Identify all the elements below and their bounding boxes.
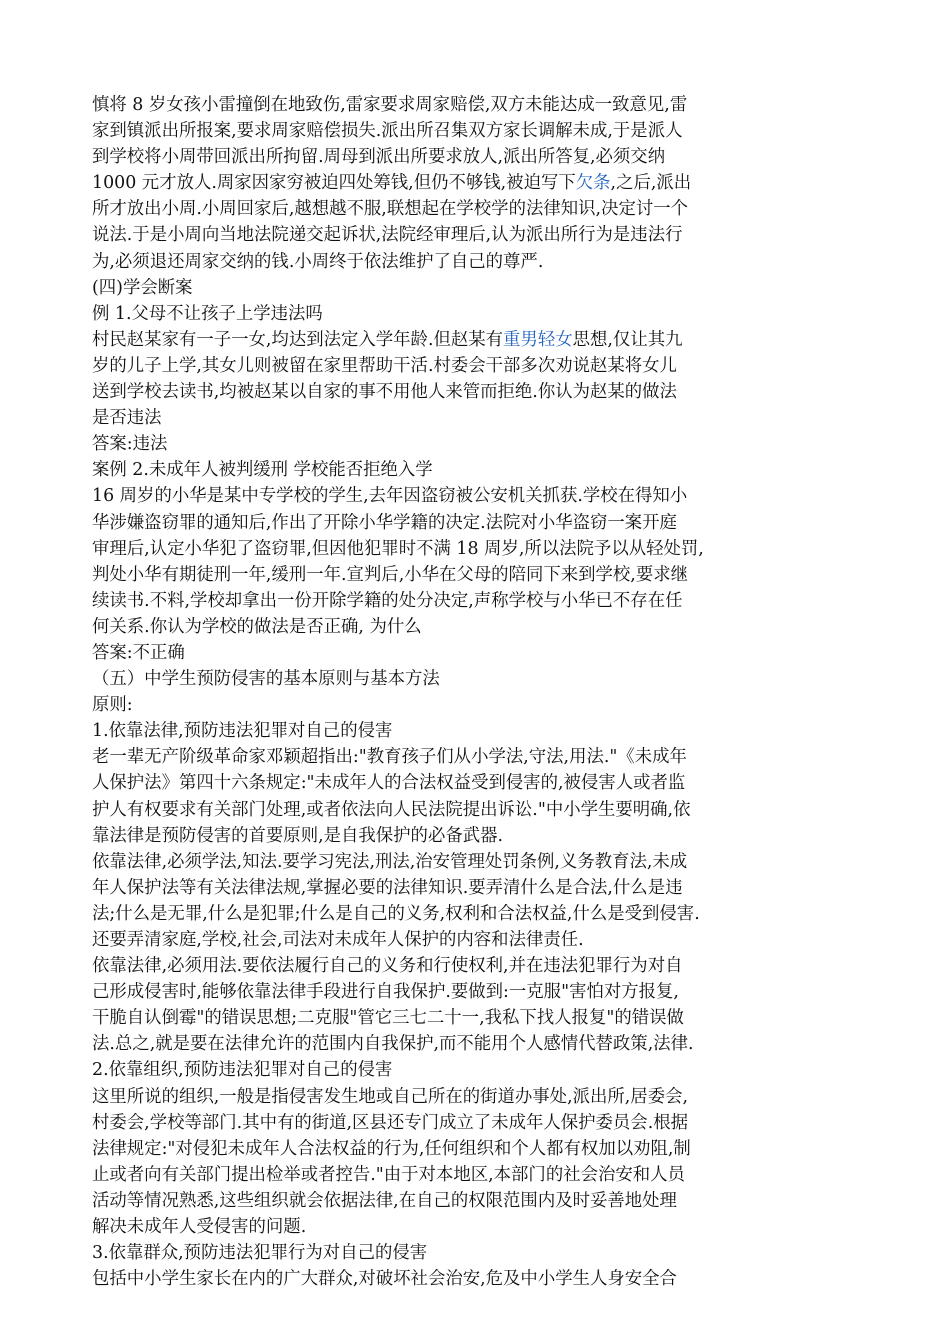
line-text: 案例 2.未成年人被判缓刑 学校能否拒绝入学 [92,460,433,481]
line-text: 到学校将小周带回派出所拘留.周母到派出所要求放人,派出所答复,必须交纳 [92,147,666,168]
line-text: 续读书.不料,学校却拿出一份开除学籍的处分决定,声称学校与小华已不存在任 [92,590,683,611]
text-line [92,1162,868,1188]
text-line [92,431,868,457]
text-line [92,275,868,301]
inline-link[interactable]: 重男轻女 [503,329,573,350]
text-line [92,1266,868,1292]
line-text: 判处小华有期徒刑一年,缓刑一年.宣判后,小华在父母的陪同下来到学校,要求继 [92,564,689,585]
text-line [92,170,868,196]
text-line [92,536,868,562]
text-line [92,118,868,144]
text-line [92,1031,868,1057]
text-line [92,927,868,953]
text-line [92,562,868,588]
line-text: 例 1.父母不让孩子上学违法吗 [92,303,323,324]
line-text: 村委会,学校等部门.其中有的街道,区县还专门成立了未成年人保护委员会.根据 [92,1112,689,1133]
text-line [92,196,868,222]
line-text: 活动等情况熟悉,这些组织就会依据法律,在自己的权限范围内及时妥善地处理 [92,1190,677,1211]
text-line [92,405,868,431]
inline-link[interactable]: 欠条 [575,173,611,194]
text-line [92,718,868,744]
document-body [92,92,868,1292]
text-line [92,353,868,379]
line-text: 答案:不正确 [92,642,185,663]
text-line [92,457,868,483]
line-text: 人保护法》第四十六条规定:"未成年人的合法权益受到侵害的,被侵害人或者监 [92,773,686,794]
line-text: 2.依靠组织,预防违法犯罪对自己的侵害 [92,1060,393,1081]
line-text: 所才放出小周.小周回家后,越想越不服,联想起在学校学的法律知识,决定讨一个 [92,199,689,220]
text-line [92,510,868,536]
line-text: 说法.于是小周向当地法院递交起诉状,法院经审理后,认为派出所行为是违法行 [92,225,683,246]
line-text: 16 周岁的小华是某中专学校的学生,去年因盗窃被公安机关抓获.学校在得知小 [92,486,688,507]
line-text: 慎将 8 岁女孩小雷撞倒在地致伤,雷家要求周家赔偿,双方未能达成一致意见,雷 [92,95,688,115]
line-text: 靠法律是预防侵害的首要原则,是自我保护的必备武器. [92,825,504,846]
line-text: 己形成侵害时,能够依靠法律手段进行自我保护.要做到:一克服"害怕对方报复, [92,982,679,1003]
line-text: 依靠法律,必须用法.要依法履行自己的义务和行使权利,并在违法犯罪行为对自 [92,956,683,977]
line-text: 华涉嫌盗窃罪的通知后,作出了开除小华学籍的决定.法院对小华盗窃一案开庭 [92,512,677,533]
line-text: 护人有权要求有关部门处理,或者依法向人民法院提出诉讼."中小学生要明确,依 [92,799,691,820]
line-text: 答案:违法 [92,434,168,455]
line-text-continued: 思想,仅让其九 [572,329,683,350]
text-line [92,1188,868,1214]
text-line [92,744,868,770]
text-line [92,979,868,1005]
text-line [92,301,868,327]
line-text: 岁的儿子上学,其女儿则被留在家里帮助干活.村委会干部多次劝说赵某将女儿 [92,355,677,376]
line-text: 年人保护法等有关法律法规,掌握必要的法律知识.要弄清什么是合法,什么是违 [92,877,683,898]
text-line [92,901,868,927]
text-line [92,1005,868,1031]
line-text: 送到学校去读书,均被赵某以自家的事不用他人来管而拒绝.你认为赵某的做法 [92,382,677,403]
line-text: 家到镇派出所报案,要求周家赔偿损失.派出所召集双方家长调解未成,于是派人 [92,121,683,142]
line-text: （五）中学生预防侵害的基本原则与基本方法 [92,669,440,690]
line-text: 1.依靠法律,预防违法犯罪对自己的侵害 [92,721,393,742]
line-text-continued: ,之后,派出 [610,173,692,194]
text-line [92,640,868,666]
text-line [92,92,868,118]
text-line [92,327,868,353]
text-line [92,692,868,718]
line-text: 还要弄清家庭,学校,社会,司法对未成年人保护的内容和法律责任. [92,930,584,950]
line-text: 依靠法律,必须学法,知法.要学习宪法,刑法,治安管理处罚条例,义务教育法,未成 [92,851,688,872]
text-line [92,875,868,901]
text-line [92,1136,868,1162]
line-text: 这里所说的组织,一般是指侵害发生地或自己所在的街道办事处,派出所,居委会, [92,1086,689,1107]
text-line [92,849,868,875]
line-text: 是否违法 [92,408,162,429]
text-line [92,144,868,170]
text-line [92,588,868,614]
text-line [92,1057,868,1083]
line-text: 1000 元才放人.周家因家穷被迫四处筹钱,但仍不够钱,被迫写下 [92,173,576,194]
text-line [92,483,868,509]
line-text: 老一辈无产阶级革命家邓颖超指出:"教育孩子们从小学法,守法,用法."《未成年 [92,747,687,768]
text-line [92,379,868,405]
line-text: 法;什么是无罪,什么是犯罪;什么是自己的义务,权利和合法权益,什么是受到侵害. [92,903,700,924]
text-line [92,249,868,275]
text-line [92,823,868,849]
line-text: 原则: [92,695,133,716]
text-line [92,666,868,692]
text-line [92,953,868,979]
line-text: 为,必须退还周家交纳的钱.小周终于依法维护了自己的尊严. [92,251,544,272]
line-text: 3.依靠群众,预防违法犯罪行为对自己的侵害 [92,1243,428,1264]
text-line [92,614,868,640]
line-text: 包括中小学生家长在内的广大群众,对破坏社会治安,危及中小学生人身安全合 [92,1269,677,1290]
line-text: 解决未成年人受侵害的问题. [92,1217,307,1238]
line-text: 止或者向有关部门提出检举或者控告."由于对本地区,本部门的社会治安和人员 [92,1164,685,1185]
text-line [92,1110,868,1136]
line-text: 干脆自认倒霉"的错误思想;二克服"管它三七二十一,我私下找人报复"的错误做 [92,1008,684,1029]
line-text: 法律规定:"对侵犯未成年人合法权益的行为,任何组织和个人都有权加以劝阻,制 [92,1138,691,1159]
text-line [92,797,868,823]
text-line [92,1214,868,1240]
text-line [92,222,868,248]
text-line [92,1084,868,1110]
line-text: (四)学会断案 [92,277,193,298]
line-text: 村民赵某家有一子一女,均达到法定入学年龄.但赵某有 [92,329,504,350]
line-text: 审理后,认定小华犯了盗窃罪,但因他犯罪时不满 18 周岁,所以法院予以从轻处罚, [92,538,704,559]
text-line [92,1240,868,1266]
line-text: 何关系.你认为学校的做法是否正确, 为什么 [92,616,422,637]
text-line [92,770,868,796]
line-text: 法.总之,就是要在法律允许的范围内自我保护,而不能用个人感情代替政策,法律. [92,1034,694,1055]
